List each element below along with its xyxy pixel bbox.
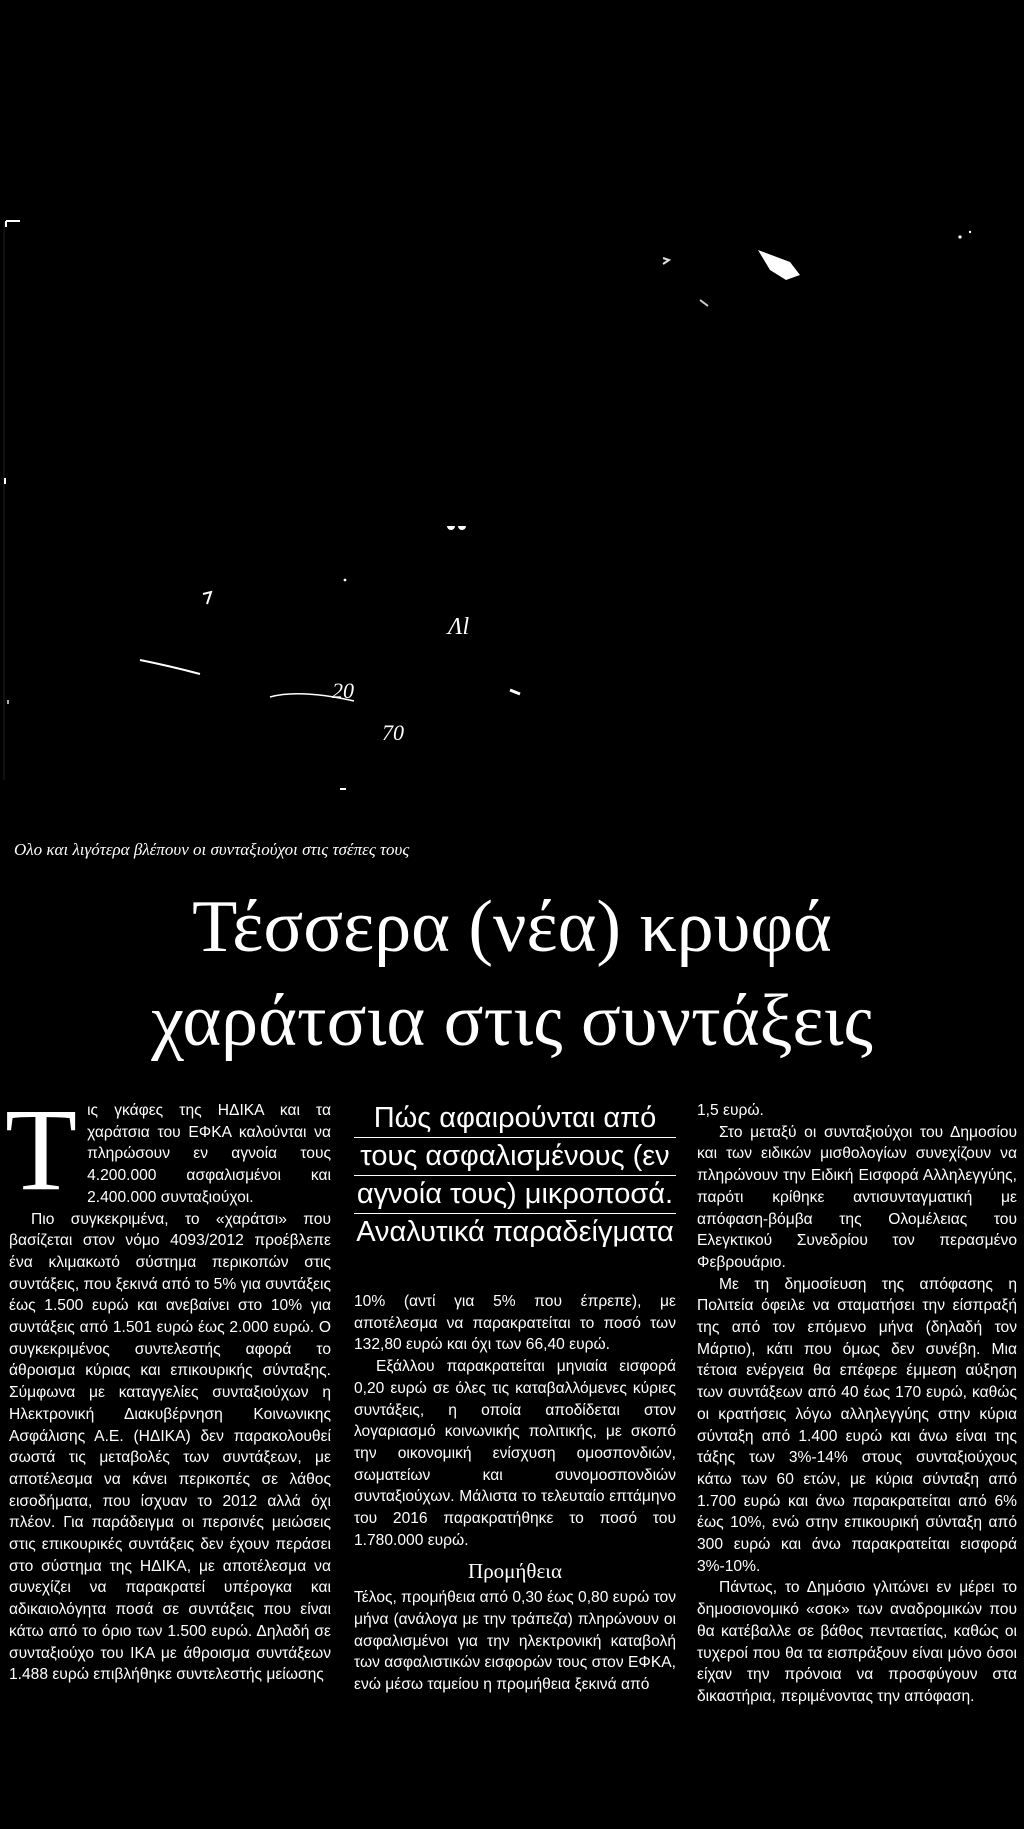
- pullquote-line: Αναλυτικά παραδείγματα: [356, 1216, 674, 1248]
- headline: [0, 880, 1024, 1068]
- paragraph-body: 1,5 ευρώ.: [697, 1102, 764, 1119]
- headline-line-1: Τέσσερα (νέα) κρυφά: [192, 886, 832, 968]
- pullquote-line: τους ασφαλισμένους (εν: [354, 1138, 676, 1176]
- photo-mark-1: Λl: [448, 614, 470, 640]
- drop-cap: Τ: [5, 1084, 78, 1215]
- photo-mark-2: 20: [332, 678, 354, 703]
- photo-caption: Ολο και λιγότερα βλέπουν οι συνταξιούχοι στις τσέπες τους: [14, 840, 410, 859]
- paragraph-body: Εξάλλου παρακρατείται μηνιαία εισφορά 0,20 ευρώ σε όλες τις καταβαλλόμενες κύριες συντάξεις, η οποία αποδίδεται στον λογαριασμό κοινωνικής πολιτικής, με σκοπό την οικονομική ενίσχυση ομοσπονδιών, σωματείων και συνομοσπονδιών συνταξιούχων. Μάλιστα το τελευταίο επτάμηνο του 2016 παρακρατήθηκε το ποσό του 1.780.000 ευρώ.: [354, 1358, 676, 1549]
- paragraph-intro: ις γκάφες της ΗΔΙΚΑ και τα χαράτσια του ΕΦΚΑ καλούνται να πληρώσουν εν αγνοία τους 4.200.000 ασφαλισμένοι και 2.400.000 συνταξιούχοι.: [87, 1102, 331, 1206]
- headline-line-2: χαράτσια στις συντάξεις: [151, 980, 873, 1062]
- photo-mark-3: 70: [382, 720, 404, 745]
- paragraph-body: Πάντως, το Δημόσιο γλιτώνει εν μέρει το δημοσιονομικό «σοκ» των αναδρομικών που θα κατέβαλλε σε βάθος πενταετίας, καθώς οι τυχεροί που θα τα εισπράξουν είναι μόνο όσοι είχαν την πρόνοια να προσφύγουν στα δικαστήρια, περιμένοντας την απόφαση.: [697, 1579, 1017, 1705]
- article-column-1: [5, 1084, 331, 1686]
- pullquote-line: αγνοία τους) μικροποσά.: [354, 1176, 676, 1214]
- subheading: Προμήθεια: [468, 1559, 562, 1584]
- article-column-3: [697, 1100, 1017, 1708]
- paragraph-body: Στο μεταξύ οι συνταξιούχοι του Δημοσίου και των ειδικών μισθολογίων συνεχίζουν να πληρώνουν την Ειδική Εισφορά Αλληλεγγύης, παρότι κρίθηκε αντισυνταγματική με απόφαση-βόμβα της Ολομέλειας του Ελεγκτικού Συνεδρίου τον περασμένο Φεβρουάριο.: [697, 1123, 1017, 1271]
- paragraph-body: 10% (αντί για 5% που έπρεπε), με αποτέλεσμα να παρακρατείται το ποσό των 132,80 ευρώ και όχι των 66,40 ευρώ.: [354, 1293, 676, 1354]
- pullquote-line: Πώς αφαιρούνται από: [354, 1100, 676, 1138]
- paragraph-body: Τέλος, προμήθεια από 0,30 έως 0,80 ευρώ τον μήνα (ανάλογα με την τράπεζα) πληρώνουν οι ασφαλισμένοι για την ηλεκτρονική καταβολή των ασφαλιστικών εισφορών τους στον ΕΦΚΑ, ενώ μέσω ταμείου η προμήθεια ξεκινά από: [354, 1589, 676, 1693]
- article-column-2: [354, 1100, 676, 1696]
- photo-marks: [0, 0, 1024, 820]
- sidebar-pullquote: [354, 1100, 676, 1251]
- paragraph-body: Με τη δημοσίευση της απόφασης η Πολιτεία όφειλε να σταματήσει την είσπραξή της από τον επόμενο μήνα (δηλαδή τον Μάρτιο), κάτι που όμως δεν συνέβη. Μια τέτοια ενέργεια θα επέφερε έμμεση αύξηση των συντάξεων από 40 έως 170 ευρώ, καθώς οι κρατήσεις λόγω αλληλεγγύης στην κύρια σύνταξη από 1.400 ευρώ και άνω είναι της τάξης των 3%-14% στους συνταξιούχους κάτω των 60 ετών, με κύρια σύνταξη από 1.700 ευρώ και άνω παρακρατείται από 6% έως 10%, ενώ στην επικουρική σύνταξη από 300 ευρώ και άνω παρακρατείται εισφορά 3%-10%.: [697, 1275, 1017, 1575]
- paragraph-body: Πιο συγκεκριμένα, το «χαράτσι» που βασίζεται στον νόμο 4093/2012 προέβλεπε ένα κλιμακωτό σύστημα περικοπών στις συντάξεις, που ξεκινά από το 5% για συντάξεις έως 1.500 ευρώ και ανεβαίνει στο 10% για συντάξεις από 1.501 ευρώ έως 2.000 ευρώ. Ο συγκεκριμένος συντελεστής αφορά το άθροισμα κύριας και επικουρικής σύνταξης. Σύμφωνα με καταγγελίες συνταξιούχων η Ηλεκτρονική Διακυβέρνηση Κοινωνικης Ασφάλισης Α.Ε. (ΗΔΙΚΑ) δεν παρακολουθεί σωστά τις μεταβολές των συντάξεων, με αποτέλεσμα να κάνει περικοπές σε λάθος εισοδήματα, που ίσχυαν το 2012 αλλά όχι πλέον. Για παράδειγμα οι περσινές μειώσεις στις επικουρικές συντάξεις δεν έχουν περάσει στο σύστημα της ΗΔΙΚΑ, με αποτέλεσμα να συνεχίζει να παρακρατεί υπέρογκα και αδικαιολόγητα ποσά σε συντάξεις που είναι κάτω από το όριο των 1.500 ευρώ. Δηλαδή σε συνταξιούχο του ΙΚΑ με άθροισμα συντάξεων 1.488 ευρώ επιβλήθηκε συντελεστής μείωσης: [9, 1210, 331, 1684]
- photo-area: [0, 0, 1024, 820]
